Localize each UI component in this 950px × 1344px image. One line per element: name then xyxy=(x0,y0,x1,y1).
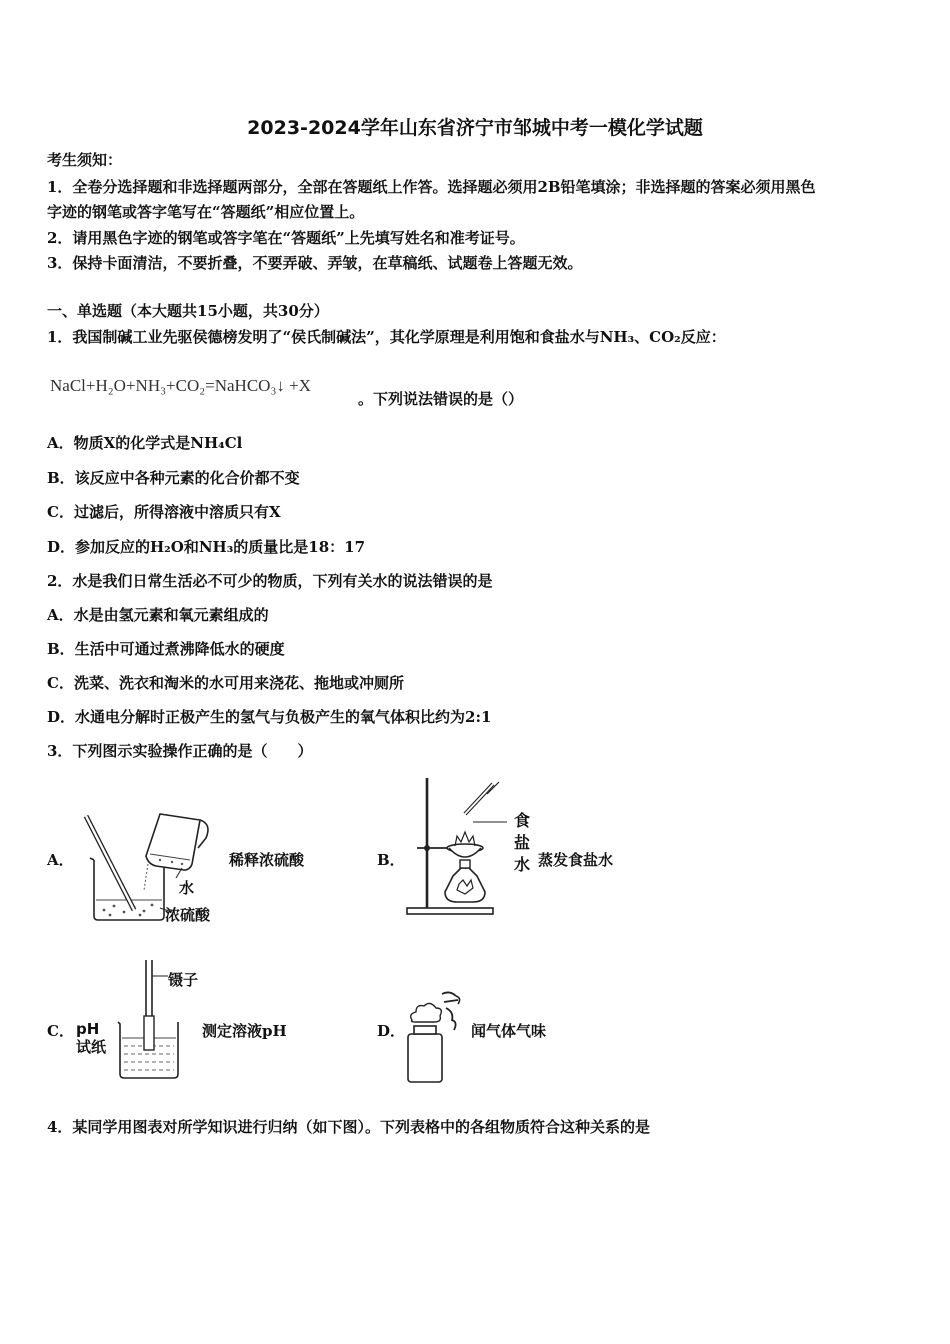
notice-item-2: 2．请用黑色字迹的钢笔或答字笔在“答题纸”上先填写姓名和准考证号。 xyxy=(47,229,525,247)
section-heading: 一、单选题（本大题共15小题，共30分） xyxy=(47,302,329,320)
label-tweezers: 镊子 xyxy=(168,971,199,989)
q1-equation: NaCl+H₂O+NH₃+CO₂=NaHCO₃↓ +X xyxy=(50,376,311,395)
evaporation-figure xyxy=(405,776,515,916)
q3-fig-d-letter: D． xyxy=(377,1022,406,1040)
label-ph-paper-line-2: 试纸 xyxy=(76,1038,107,1056)
q3-fig-b-letter: B． xyxy=(377,851,405,869)
label-water: 水 xyxy=(179,879,195,897)
q4-stem: 4．某同学用图表对所学知识进行归纳（如下图）。下列表格中的各组物质符合这种关系的是 xyxy=(47,1118,650,1136)
label-salt-water-char-3: 水 xyxy=(514,855,531,874)
q3-fig-c-letter: C． xyxy=(47,1022,74,1040)
q1-option-c: C．过滤后，所得溶液中溶质只有X xyxy=(47,503,281,521)
label-ph-paper-line-1: pH xyxy=(76,1020,100,1038)
label-salt-water xyxy=(514,810,530,876)
notice-item-1: 1．全卷分选择题和非选择题两部分，全部在答题纸上作答。选择题必须用2B铅笔填涂；非选择题的答案必须用黑色 xyxy=(47,178,816,196)
q1-option-a: A．物质X的化学式是NH₄Cl xyxy=(47,434,243,452)
q1-option-b: B．该反应中各种元素的化合价都不变 xyxy=(47,469,300,487)
q1-stem: 1．我国制碱工业先驱侯德榜发明了“侯氏制碱法”，其化学原理是利用饱和食盐水与NH₃、CO₂反应： xyxy=(47,328,726,346)
q2-option-c: C．洗菜、洗衣和淘米的水可用来浇花、拖地或冲厕所 xyxy=(47,674,404,692)
q3-fig-c-caption: 测定溶液pH xyxy=(202,1022,287,1040)
q1-option-d: D．参加反应的H₂O和NH₃的质量比是18：17 xyxy=(47,538,366,556)
q3-fig-b-caption: 蒸发食盐水 xyxy=(538,851,614,869)
label-salt-water-char-2: 盐 xyxy=(514,833,531,852)
q2-option-a: A．水是由氢元素和氧元素组成的 xyxy=(47,606,269,624)
label-ph-paper xyxy=(76,1020,106,1056)
smell-gas-figure xyxy=(402,990,472,1086)
notice-item-1-cont: 字迹的钢笔或答字笔写在“答题纸”相应位置上。 xyxy=(47,203,365,221)
page-title: 2023-2024学年山东省济宁市邹城中考一模化学试题 xyxy=(247,117,703,139)
q3-fig-d-caption: 闻气体气味 xyxy=(471,1022,547,1040)
label-concentrated-acid: 浓硫酸 xyxy=(165,906,211,924)
q2-option-b: B．生活中可通过煮沸降低水的硬度 xyxy=(47,640,285,658)
notice-item-3: 3．保持卡面清洁，不要折叠，不要弄破、弄皱，在草稿纸、试题卷上答题无效。 xyxy=(47,254,583,272)
q2-option-d: D．水通电分解时正极产生的氢气与负极产生的氧气体积比约为2:1 xyxy=(47,708,492,726)
q3-fig-a-letter: A． xyxy=(47,851,74,869)
q3-stem: 3．下列图示实验操作正确的是（ ） xyxy=(47,742,313,760)
q3-fig-a-caption: 稀释浓硫酸 xyxy=(229,851,305,869)
label-salt-water-char-1: 食 xyxy=(514,811,531,830)
q2-stem: 2．水是我们日常生活必不可少的物质，下列有关水的说法错误的是 xyxy=(47,572,493,590)
q1-stem-after: 。下列说法错误的是（） xyxy=(358,390,524,408)
notice-heading: 考生须知： xyxy=(47,151,123,169)
